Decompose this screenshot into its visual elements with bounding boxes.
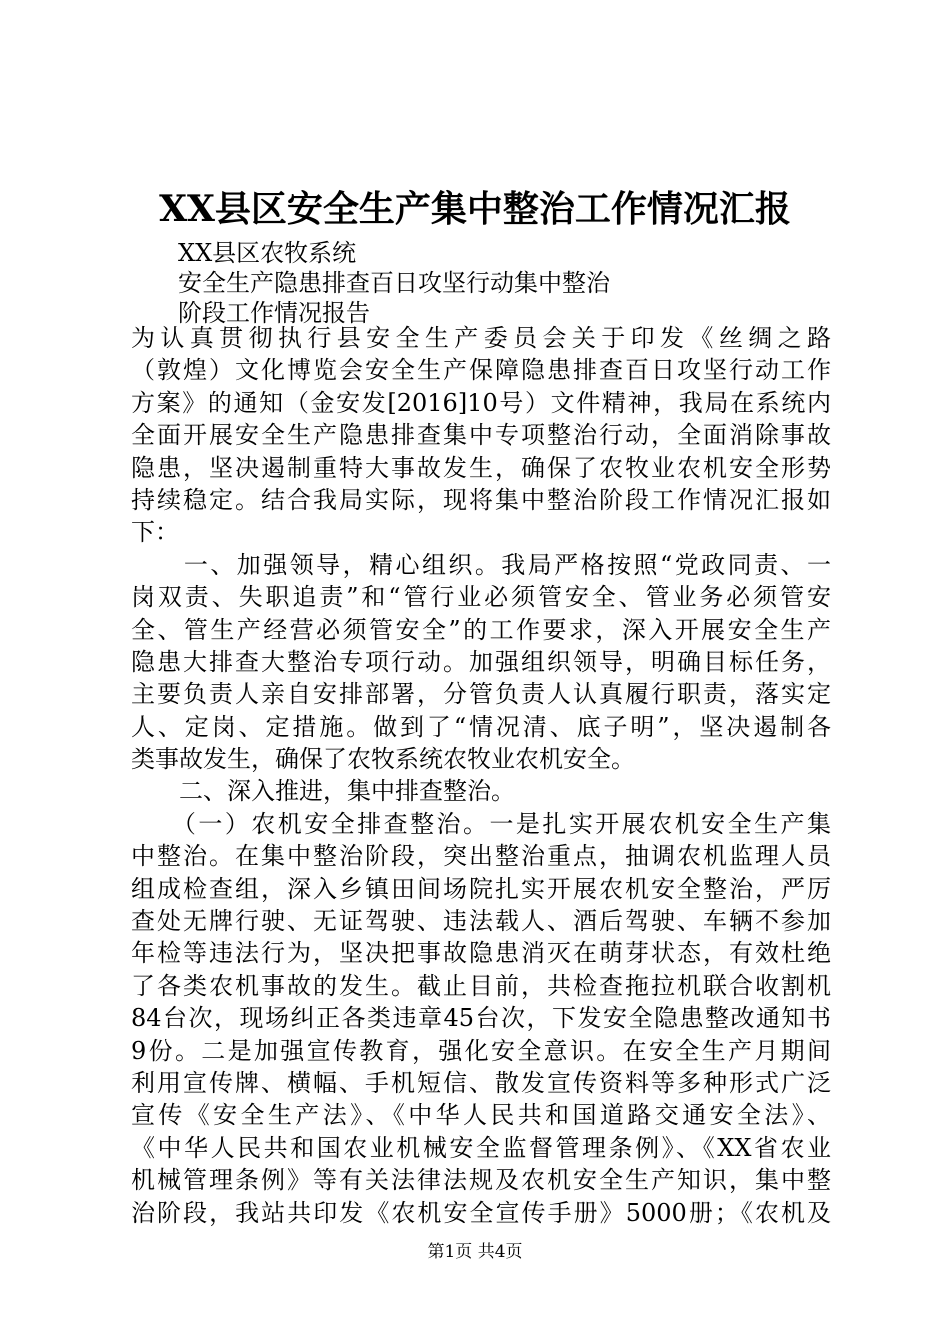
body-line: 9份。二是加强宣传教育，强化安全意识。在安全生产月期间 [131,1036,831,1065]
document-body [131,322,831,1229]
body-line: 二、深入推进，集中排查整治。 [131,777,515,806]
document-title: XX县区安全生产集中整治工作情况汇报 [159,188,791,230]
body-line: 宣传《安全生产法》、《中华人民共和国道路交通安全法》、 [131,1101,831,1130]
body-line: 下： [131,518,179,547]
body-line: 年检等违法行为，坚决把事故隐患消灭在萌芽状态，有效杜绝 [131,939,831,968]
page-footer: 第1页 共4页 [427,1242,523,1262]
body-line: 隐患，坚决遏制重特大事故发生，确保了农牧业农机安全形势 [131,453,831,482]
body-line: 全面开展安全生产隐患排查集中专项整治行动，全面消除事故 [131,421,831,450]
body-line: 《中华人民共和国农业机械安全监督管理条例》、《XX省农业 [131,1133,831,1162]
body-line: 了各类农机事故的发生。截止目前，共检查拖拉机联合收割机 [131,971,831,1000]
header-line-campaign: 安全生产隐患排查百日攻坚行动集中整治 [178,269,610,297]
body-line: 岗双责、失职追责”和“管行业必须管安全、管业务必须管安 [131,583,831,612]
body-line: 利用宣传牌、横幅、手机短信、散发宣传资料等多种形式广泛 [131,1068,831,1097]
body-line: 人、定岗、定措施。做到了“情况清、底子明”，坚决遏制各 [131,712,831,741]
body-line: 类事故发生，确保了农牧系统农牧业农机安全。 [131,745,635,774]
header-line-organization: XX县区农牧系统 [178,239,357,267]
body-line: 查处无牌行驶、无证驾驶、违法载人、酒后驾驶、车辆不参加 [131,907,831,936]
body-line: 84台次，现场纠正各类违章45台次，下发安全隐患整改通知书 [131,1004,831,1033]
body-line: （敦煌）文化博览会安全生产保障隐患排查百日攻坚行动工作 [131,356,831,385]
body-line: 持续稳定。结合我局实际，现将集中整治阶段工作情况汇报如 [131,485,831,514]
body-line: 主要负责人亲自安排部署，分管负责人认真履行职责，落实定 [131,680,831,709]
header-line-report: 阶段工作情况报告 [178,299,370,327]
body-line: 方案》的通知（金安发[2016]10号）文件精神，我局在系统内 [131,388,831,417]
body-line: 组成检查组，深入乡镇田间场院扎实开展农机安全整治，严厉 [131,874,831,903]
body-line: 机械管理条例》等有关法律法规及农机安全生产知识，集中整 [131,1166,831,1195]
body-line: 治阶段，我站共印发《农机安全宣传手册》5000册；《农机及 [131,1198,831,1227]
body-line: 隐患大排查大整治专项行动。加强组织领导，明确目标任务， [131,647,831,676]
body-line: 一、加强领导，精心组织。我局严格按照“党政同责、一 [131,550,831,579]
body-line: （一）农机安全排查整治。一是扎实开展农机安全生产集 [131,809,831,838]
body-line: 为认真贯彻执行县安全生产委员会关于印发《丝绸之路 [131,324,831,352]
body-line: 中整治。在集中整治阶段，突出整治重点，抽调农机监理人员 [131,842,831,871]
body-line: 全、管生产经营必须管安全”的工作要求，深入开展安全生产 [131,615,831,644]
